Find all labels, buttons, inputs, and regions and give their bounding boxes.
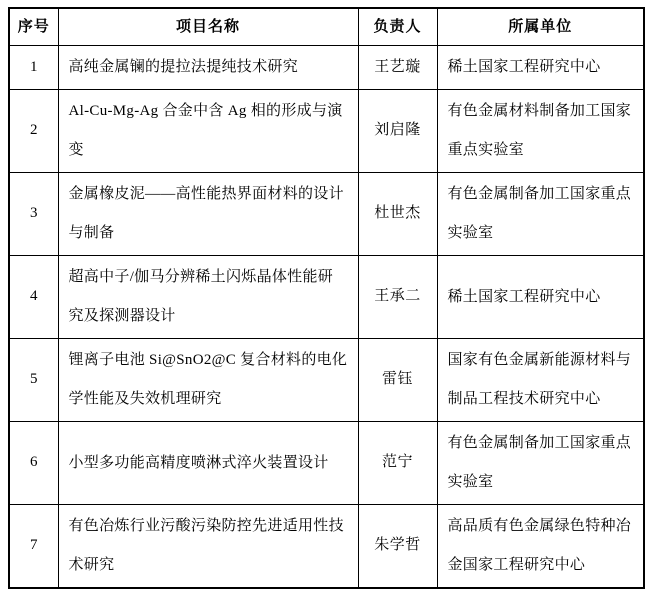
cell-unit: 有色金属制备加工国家重点实验室 xyxy=(437,173,644,256)
header-unit: 所属单位 xyxy=(437,8,644,46)
cell-unit: 有色金属材料制备加工国家重点实验室 xyxy=(437,90,644,173)
cell-leader: 王艺璇 xyxy=(358,46,437,90)
cell-leader: 刘启隆 xyxy=(358,90,437,173)
cell-project-name: Al-Cu-Mg-Ag 合金中含 Ag 相的形成与演变 xyxy=(58,90,358,173)
cell-unit: 高品质有色金属绿色特种冶金国家工程研究中心 xyxy=(437,505,644,589)
cell-unit: 国家有色金属新能源材料与制品工程技术研究中心 xyxy=(437,339,644,422)
table-body xyxy=(9,46,644,589)
cell-project-name: 有色冶炼行业污酸污染防控先进适用性技术研究 xyxy=(58,505,358,589)
cell-serial-number: 3 xyxy=(9,173,58,256)
table-header xyxy=(9,8,644,46)
cell-serial-number: 1 xyxy=(9,46,58,90)
table-row xyxy=(9,256,644,339)
cell-leader: 范宁 xyxy=(358,422,437,505)
table-row xyxy=(9,339,644,422)
cell-project-name: 高纯金属镧的提拉法提纯技术研究 xyxy=(58,46,358,90)
cell-unit: 稀土国家工程研究中心 xyxy=(437,46,644,90)
header-project-name: 项目名称 xyxy=(58,8,358,46)
cell-leader: 王承二 xyxy=(358,256,437,339)
cell-project-name: 超高中子/伽马分辨稀土闪烁晶体性能研究及探测器设计 xyxy=(58,256,358,339)
cell-unit: 稀土国家工程研究中心 xyxy=(437,256,644,339)
cell-leader: 雷钰 xyxy=(358,339,437,422)
cell-serial-number: 6 xyxy=(9,422,58,505)
cell-project-name: 锂离子电池 Si@SnO2@C 复合材料的电化学性能及失效机理研究 xyxy=(58,339,358,422)
projects-table xyxy=(8,7,645,589)
cell-serial-number: 2 xyxy=(9,90,58,173)
header-leader: 负责人 xyxy=(358,8,437,46)
cell-serial-number: 7 xyxy=(9,505,58,589)
header-row xyxy=(9,8,644,46)
cell-leader: 朱学哲 xyxy=(358,505,437,589)
table-row xyxy=(9,173,644,256)
cell-serial-number: 5 xyxy=(9,339,58,422)
cell-leader: 杜世杰 xyxy=(358,173,437,256)
table-row xyxy=(9,46,644,90)
cell-project-name: 金属橡皮泥——高性能热界面材料的设计与制备 xyxy=(58,173,358,256)
header-serial-number: 序号 xyxy=(9,8,58,46)
cell-unit: 有色金属制备加工国家重点实验室 xyxy=(437,422,644,505)
cell-serial-number: 4 xyxy=(9,256,58,339)
table-row xyxy=(9,505,644,589)
table-row xyxy=(9,422,644,505)
table-row xyxy=(9,90,644,173)
cell-project-name: 小型多功能高精度喷淋式淬火装置设计 xyxy=(58,422,358,505)
